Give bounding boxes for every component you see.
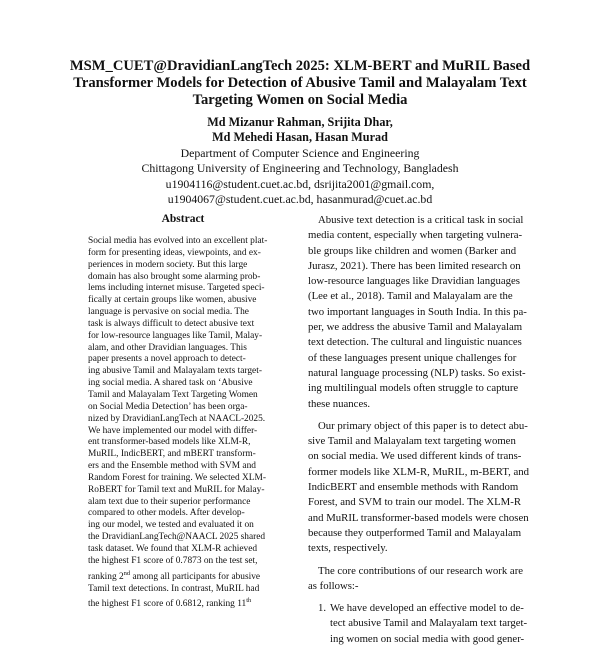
list-line: tect abusive Tamil and Malayalam text target- <box>330 617 528 630</box>
abstract-line: fically at certain groups like women, abusive <box>88 295 257 306</box>
paper-title <box>40 58 560 109</box>
affiliation-line: Department of Computer Science and Engineering <box>180 146 420 160</box>
abstract-line: ing our model, we tested and evaluated it on <box>88 520 254 531</box>
abstract-line: ing abusive Tamil and Malayalam texts target- <box>88 366 262 377</box>
abstract-line: lems including internet misuse. Targeted speci- <box>88 283 265 294</box>
abstract-line: ranking 2nd among all participants for abusive <box>88 569 261 582</box>
abstract-line: paper presents a novel approach to detect- <box>88 354 246 365</box>
title-line: Targeting Women on Social Media <box>192 92 408 108</box>
abstract-line: form for presenting ideas, viewpoints, and ex- <box>88 247 261 258</box>
intro-line: Jurasz, 2021). There has been limited research on <box>308 259 521 272</box>
intro-line: text detection. The cultural and linguistic nuances <box>308 336 522 349</box>
intro-line: Abusive text detection is a critical task in social <box>318 214 524 226</box>
intro-line: media content, especially when targeting vulnera- <box>308 229 523 242</box>
abstract-line: Tamil text detections. In contrast, MuRIL had <box>88 583 260 594</box>
abstract-line: We have implemented our model with differ- <box>88 425 258 436</box>
intro-line: because they outperformed Tamil and Malayalam <box>308 526 522 539</box>
intro-line: per, we address the abusive Tamil and Malayalam <box>308 321 523 334</box>
intro-line: on social media. We used different kinds of trans- <box>308 450 522 463</box>
abstract-line: ing social media. A shared task on ‘Abusive <box>88 378 253 389</box>
abstract-line: RoBERT for Tamil text and MuRIL for Malay- <box>88 484 265 495</box>
intro-line: former models like XLM-R, MuRIL, m-BERT, and <box>308 465 529 478</box>
intro-line: Our primary object of this paper is to detect abu- <box>318 419 528 432</box>
intro-line: natural language processing (NLP) tasks. So exist- <box>308 366 526 379</box>
abstract-line: the highest F1 score of 0.6812, ranking 11th <box>88 597 252 610</box>
paper-affiliation <box>60 146 540 207</box>
contribution-list-item <box>308 601 530 647</box>
email-line: u1904116@student.cuet.ac.bd, dsrijita2001@gmail.com, <box>165 176 435 191</box>
intro-line: and MuRIL transformer-based models were chosen <box>308 511 529 524</box>
intro-line: (Lee et al., 2018). Tamil and Malayalam are the <box>308 290 513 303</box>
abstract-line: MuRIL, IndicBERT, and mBERT transform- <box>88 449 256 460</box>
affiliation-line: Chittagong University of Engineering and Technology, Bangladesh <box>141 161 459 176</box>
abstract-line: domain has also brought some alarming prob- <box>88 271 261 282</box>
abstract-line: the highest F1 score of 0.7873 on the test set, <box>88 555 258 566</box>
intro-paragraph <box>308 564 530 595</box>
abstract-line: Tamil and Malayalam Text Targeting Women <box>88 389 258 400</box>
abstract-line: task is always difficult to detect abusive text <box>88 318 255 329</box>
intro-line: Forest, and SVM to train our model. The XLM-R <box>308 496 521 509</box>
abstract-line: for low-resource languages like Tamil, Malay- <box>88 330 263 341</box>
abstract-line: on Social Media Detection’ has been orga- <box>88 401 248 412</box>
abstract-line: Social media has evolved into an excellent plat- <box>88 236 268 246</box>
intro-line: The core contributions of our research work are <box>318 564 524 577</box>
author-line: Md Mizanur Rahman, Srijita Dhar, <box>207 115 393 129</box>
intro-paragraph <box>308 213 530 412</box>
abstract-line: ent transformer-based models like XLM-R, <box>88 437 251 448</box>
intro-line: as follows:- <box>308 579 359 592</box>
paper-authors <box>60 115 540 145</box>
intro-line: sive Tamil and Malayalam text targeting women <box>308 435 516 448</box>
abstract-line: alam, and other Dravidian languages. This <box>88 342 247 353</box>
abstract-heading: Abstract <box>161 213 205 225</box>
intro-line: texts, respectively. <box>308 542 388 555</box>
intro-line: two important languages in South India. In this pa- <box>308 305 527 318</box>
abstract-line: nized by DravidianLangTech at NAACL-2025. <box>88 413 266 424</box>
intro-line: IndicBERT and ensemble methods with Random <box>308 481 519 494</box>
abstract-line: compared to other models. After develop- <box>88 508 245 519</box>
intro-paragraph <box>308 419 530 557</box>
author-line: Md Mehedi Hasan, Hasan Murad <box>212 130 388 144</box>
intro-line: these nuances. <box>308 397 371 410</box>
list-line: We have developed an effective model to de- <box>330 602 524 615</box>
introduction-column <box>308 213 530 647</box>
title-line: Transformer Models for Detection of Abusive Tamil and Malayalam Text <box>73 75 527 91</box>
title-line: MSM_CUET@DravidianLangTech 2025: XLM-BERT and MuRIL Based <box>69 58 531 74</box>
abstract-line: ers and the Ensemble method with SVM and <box>88 461 256 472</box>
list-number: 1. <box>318 602 327 615</box>
abstract-line: the DravidianLangTech@NAACL 2025 shared <box>88 532 266 543</box>
abstract-line: alam text due to their superior performance <box>88 496 251 507</box>
email-line: u1904067@student.cuet.ac.bd, hasanmurad@cuet.ac.bd <box>167 191 433 206</box>
intro-line: of these languages present unique challenges for <box>308 351 517 364</box>
abstract-line: periences in modern society. But this large <box>88 259 248 270</box>
abstract-line: language is pervasive on social media. The <box>88 307 249 318</box>
intro-line: low-resource languages like Dravidian languages <box>308 275 520 288</box>
abstract-line: task dataset. We found that XLM-R achieved <box>88 543 258 554</box>
intro-line: ing multilingual models often struggle to capture <box>308 382 519 395</box>
list-line: ing women on social media with good gener- <box>330 632 525 645</box>
abstract-body <box>88 236 278 611</box>
abstract-line: Random Forest for training. We selected XLM- <box>88 472 266 483</box>
intro-line: ble groups like children and women (Barker and <box>308 244 517 257</box>
